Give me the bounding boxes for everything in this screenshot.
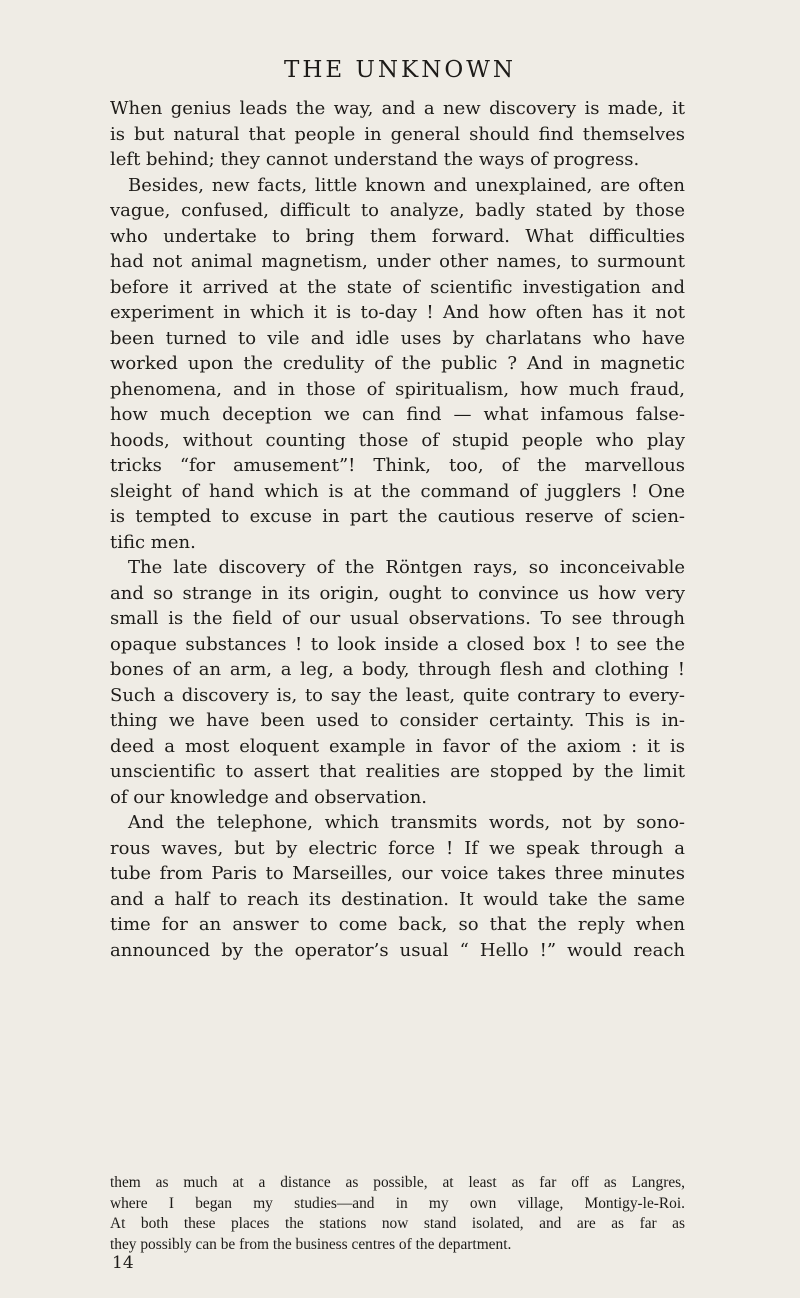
text-line: had not animal magnetism, under other names, to surmount [110,251,685,272]
text-line: is but natural that people in general should find themselves [110,123,685,145]
text-line: hoods, without counting those of stupid people who play [110,429,685,451]
body-text [110,96,685,963]
text-line: is tempted to excuse in part the cautious reserve of scien- [110,506,685,527]
text-line: unscientific to assert that realities are stopped by the limit [110,761,685,782]
text-line: who undertake to bring them forward. What difficulties [110,225,685,247]
text-line: time for an answer to come back, so that the reply when [110,914,685,935]
text-line: And the telephone, which transmits words, not by sono- [128,812,685,833]
text-line: Besides, new facts, little known and unexplained, are often [128,174,685,196]
text-line: worked upon the credulity of the public ? And in magnetic [110,353,685,374]
text-line: rous waves, but by electric force ! If we speak through a [110,837,685,859]
text-line: When genius leads the way, and a new discovery is made, it [110,98,685,119]
text-line: experiment in which it is to-day ! And how often has it not [110,302,685,323]
text-line: tific men. [110,531,196,553]
text-line: tube from Paris to Marseilles, our voice takes three minutes [110,863,685,884]
text-line: tricks “for amusement”! Think, too, of the marvellous [110,455,685,476]
footnote-line: them as much at a distance as possible, at least as far off as Langres, [110,1174,685,1191]
text-line: and so strange in its origin, ought to convince us how very [110,582,685,604]
footnote-line: where I began my studies—and in my own village, Montigy-le-Roi. [110,1194,685,1212]
text-line: phenomena, and in those of spiritualism, how much fraud, [110,378,685,400]
text-line: how much deception we can find — what infamous false- [110,404,685,425]
running-head: THE UNKNOWN [284,57,516,83]
footnote-line: they possibly can be from the business centres of the department. [110,1235,512,1253]
text-line: before it arrived at the state of scientific investigation and [110,276,685,298]
text-line: of our knowledge and observation. [110,786,428,808]
text-line: deed a most eloquent example in favor of the axiom : it is [110,735,685,757]
text-line: sleight of hand which is at the command of jugglers ! One [110,480,685,502]
footnote [110,1173,685,1255]
text-line: small is the field of our usual observations. To see through [110,608,685,629]
text-line: opaque substances ! to look inside a closed box ! to see the [110,633,685,655]
page-number: 14 [112,1253,134,1273]
text-line: left behind; they cannot understand the ways of progress. [110,149,640,170]
text-line: Such a discovery is, to say the least, quite contrary to every- [110,684,685,706]
text-line: thing we have been used to consider certainty. This is in- [110,710,685,731]
text-line: and a half to reach its destination. It would take the same [110,888,685,910]
text-line: announced by the operator’s usual “ Hello !” would reach [110,939,685,961]
text-line: The late discovery of the Röntgen rays, so inconceivable [128,557,685,578]
text-line: vague, confused, difficult to analyze, badly stated by those [110,200,685,221]
footnote-line: At both these places the stations now stand isolated, and are as far as [110,1215,685,1232]
text-line: been turned to vile and idle uses by charlatans who have [110,327,685,349]
text-line: bones of an arm, a leg, a body, through flesh and clothing ! [110,659,685,680]
